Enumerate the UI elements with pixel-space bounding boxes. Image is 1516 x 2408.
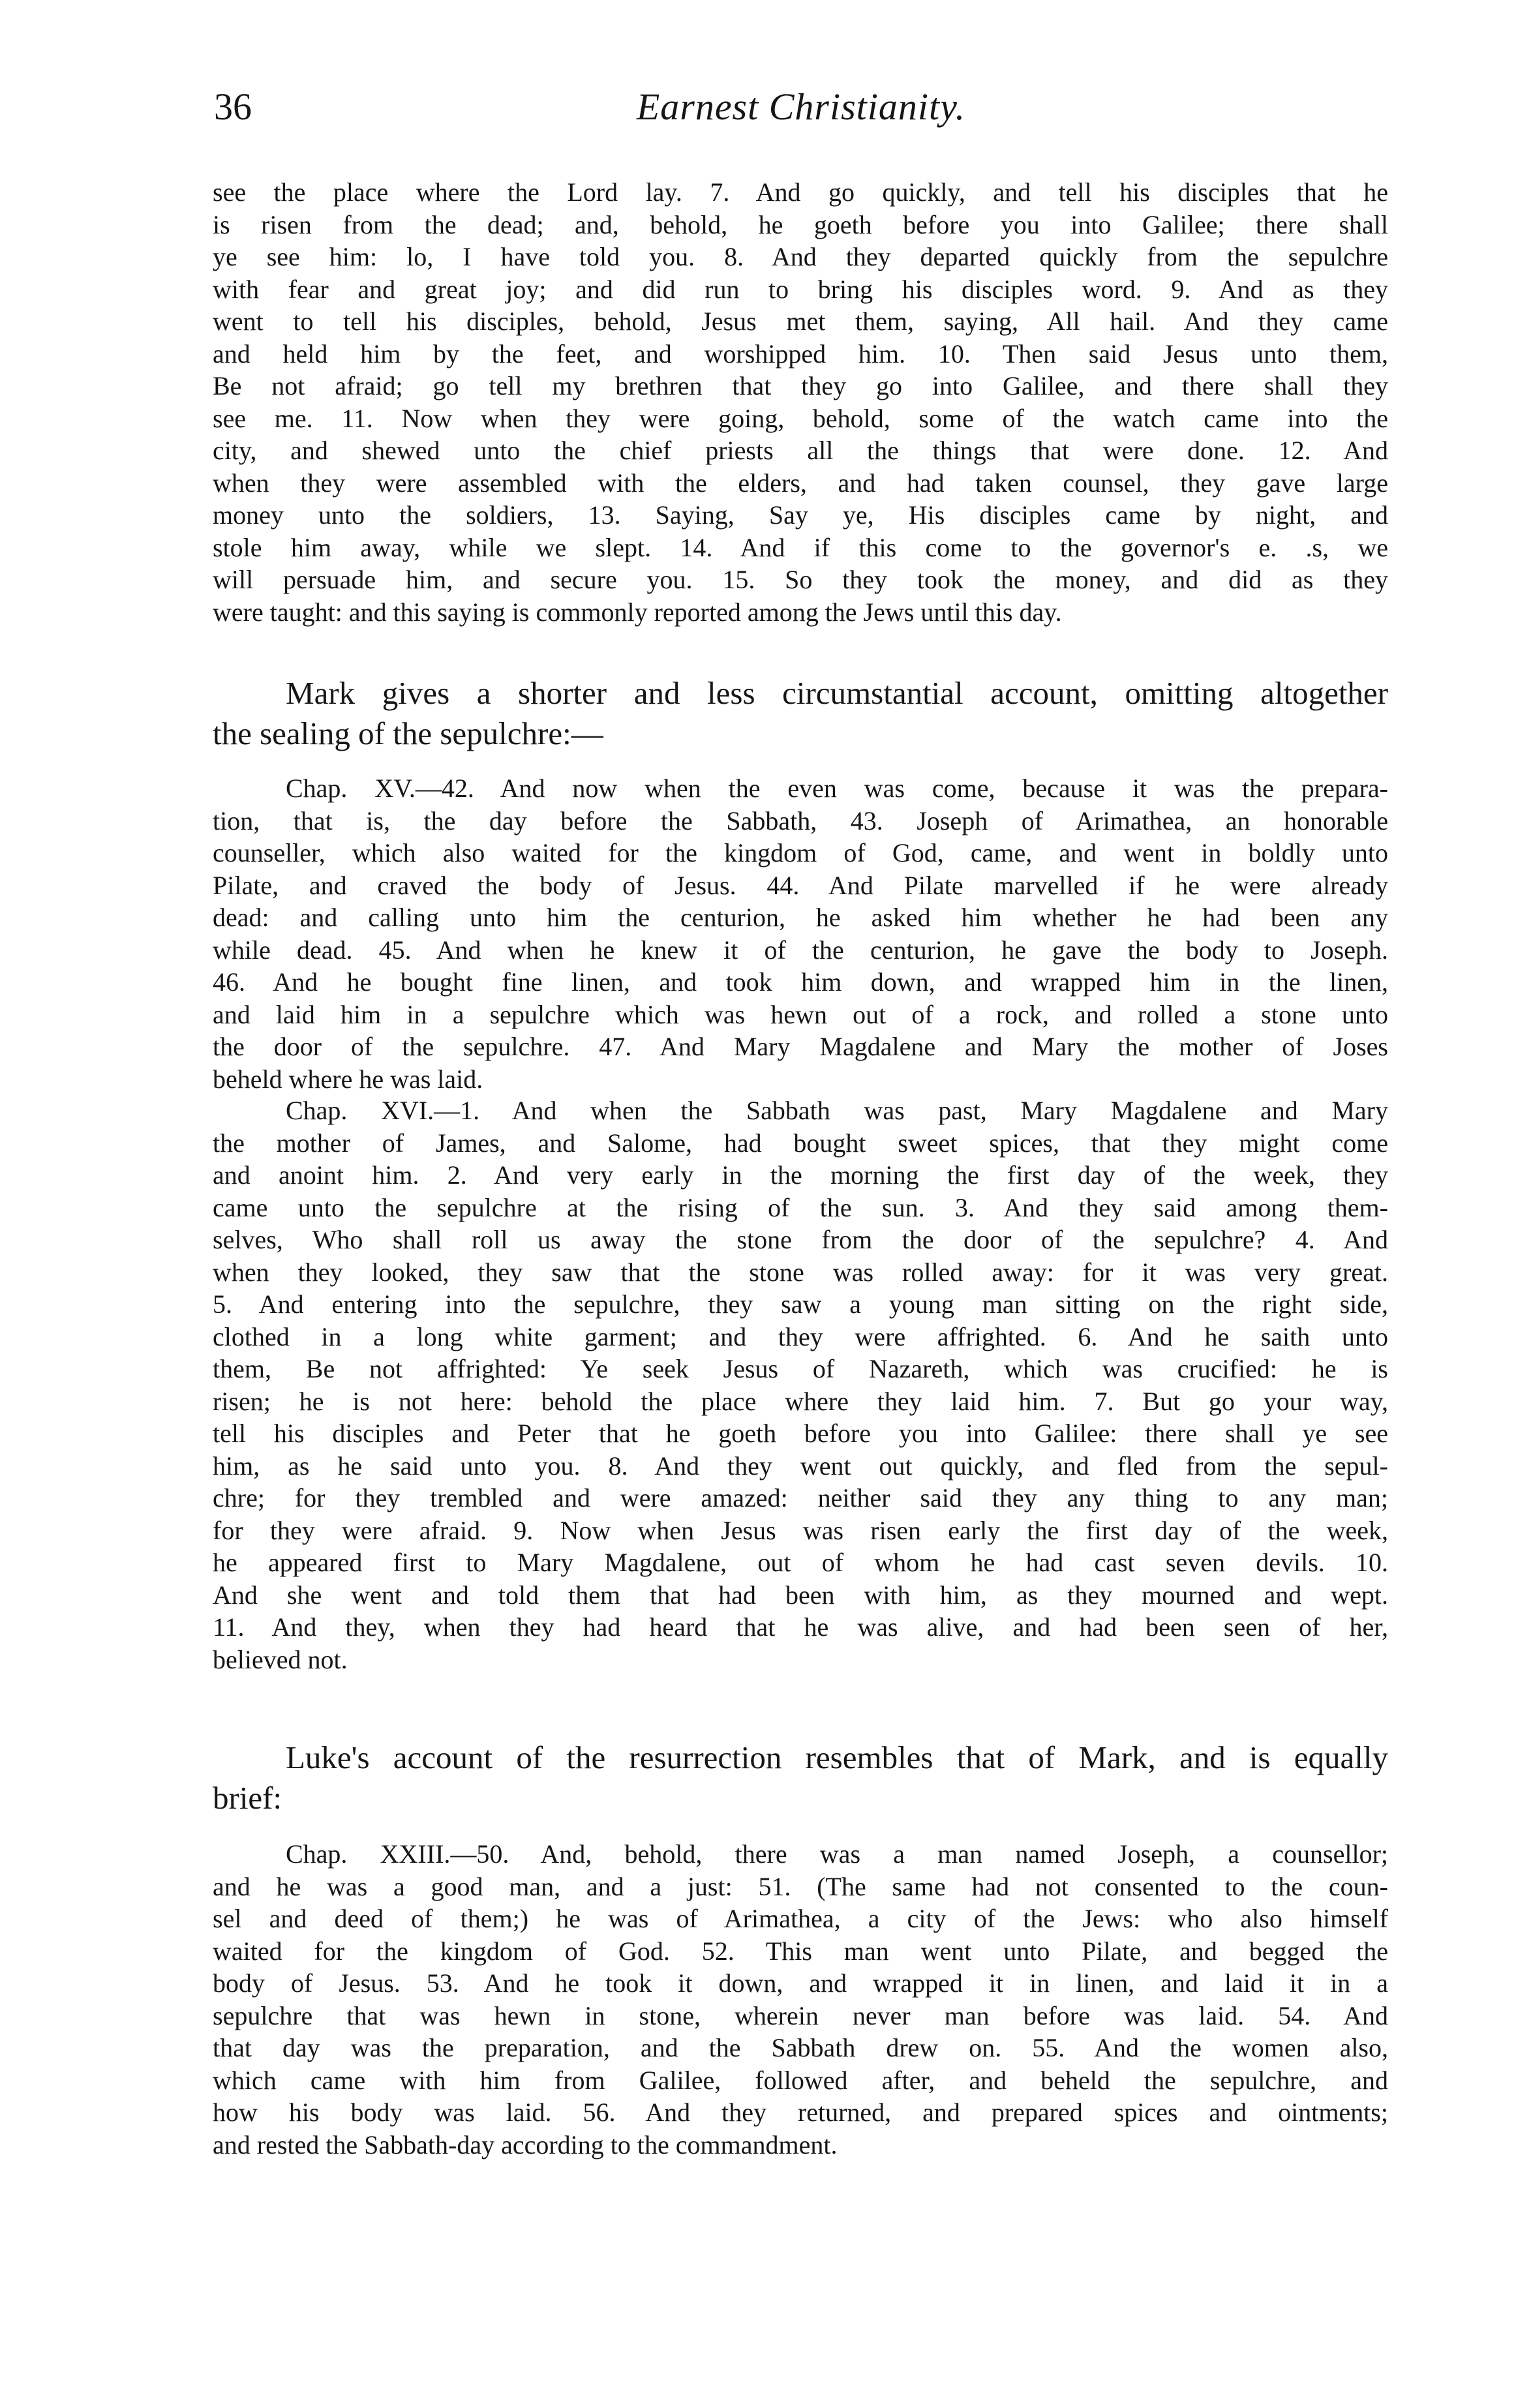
text-line: for they were afraid. 9. Now when Jesus was risen early the first day of the week, — [213, 1515, 1388, 1545]
text-line: Mark gives a shorter and less circumstantial account, omitting altogether — [286, 675, 1388, 711]
text-line: when they looked, they saw that the stone was rolled away: for it was very great. — [213, 1257, 1388, 1287]
text-line: chre; for they trembled and were amazed: neither said they any thing to any man; — [213, 1483, 1388, 1513]
text-line: and held him by the feet, and worshipped him. 10. Then said Jesus unto them, — [213, 339, 1388, 369]
text-line: city, and shewed unto the chief priests all the things that were done. 12. And — [213, 436, 1388, 465]
text-line: the door of the sepulchre. 47. And Mary Magdalene and Mary the mother of Joses — [213, 1032, 1388, 1061]
text-line: sel and deed of them;) he was of Arimathea, a city of the Jews: who also himself — [213, 1904, 1388, 1933]
text-line: brief: — [213, 1780, 282, 1816]
text-line: risen; he is not here: behold the place where they laid him. 7. But go your way, — [213, 1386, 1388, 1416]
text-line: Chap. XVI.—1. And when the Sabbath was past, Mary Magdalene and Mary — [286, 1096, 1388, 1125]
text-line: were taught: and this saying is commonly reported among the Jews until this day. — [213, 597, 1062, 627]
text-line: the sealing of the sepulchre:— — [213, 715, 603, 751]
running-head — [214, 81, 1388, 133]
text-line: And she went and told them that had been with him, as they mourned and wept. — [213, 1580, 1388, 1610]
text-line: believed not. — [213, 1644, 348, 1674]
text-line: the mother of James, and Salome, had bought sweet spices, that they might come — [213, 1128, 1388, 1158]
text-line: dead: and calling unto him the centurion, he asked him whether he had been any — [213, 903, 1388, 932]
running-title: Earnest Christianity. — [636, 85, 966, 128]
text-line: waited for the kingdom of God. 52. This man went unto Pilate, and begged the — [213, 1936, 1388, 1966]
text-line: see the place where the Lord lay. 7. And go quickly, and tell his disciples that he — [213, 177, 1388, 207]
text-line: 11. And they, when they had heard that he was alive, and had been seen of her, — [213, 1612, 1388, 1642]
text-line: will persuade him, and secure you. 15. So they took the money, and did as they — [213, 565, 1388, 594]
text-line: which came with him from Galilee, followed after, and beheld the sepulchre, and — [213, 2065, 1388, 2095]
text-line: clothed in a long white garment; and they were affrighted. 6. And he saith unto — [213, 1321, 1388, 1351]
text-line: Pilate, and craved the body of Jesus. 44. And Pilate marvelled if he were already — [213, 870, 1388, 900]
matthew-passage — [213, 176, 1388, 628]
luke-intro-paragraph — [213, 1738, 1388, 1818]
text-line: and he was a good man, and a just: 51. (The same had not consented to the coun- — [213, 1871, 1388, 1901]
text-line: how his body was laid. 56. And they returned, and prepared spices and ointments; — [213, 2098, 1388, 2127]
text-line: see me. 11. Now when they were going, behold, some of the watch came into the — [213, 403, 1388, 433]
text-line: selves, Who shall roll us away the stone from the door of the sepulchre? 4. And — [213, 1225, 1388, 1254]
text-line: 46. And he bought fine linen, and took him down, and wrapped him in the linen, — [213, 967, 1388, 997]
text-line: is risen from the dead; and, behold, he goeth before you into Galilee; there shall — [213, 209, 1388, 239]
text-line: tion, that is, the day before the Sabbath, 43. Joseph of Arimathea, an honorable — [213, 805, 1388, 835]
text-line: money unto the soldiers, 13. Saying, Say ye, His disciples came by night, and — [213, 500, 1388, 530]
text-line: Be not afraid; go tell my brethren that they go into Galilee, and there shall they — [213, 371, 1388, 400]
text-line: and rested the Sabbath-day according to the commandment. — [213, 2130, 838, 2160]
mark-chapter-xv — [213, 772, 1388, 1095]
text-line: while dead. 45. And when he knew it of the centurion, he gave the body to Joseph. — [213, 935, 1388, 965]
text-line: he appeared first to Mary Magdalene, out of whom he had cast seven devils. 10. — [213, 1548, 1388, 1577]
luke-chapter-xxiii — [213, 1838, 1388, 2161]
text-line: came unto the sepulchre at the rising of the sun. 3. And they said among them- — [213, 1192, 1388, 1222]
text-line: him, as he said unto you. 8. And they went out quickly, and fled from the sepul- — [213, 1451, 1388, 1481]
text-line: Luke's account of the resurrection resembles that of Mark, and is equally — [286, 1739, 1388, 1775]
text-line: beheld where he was laid. — [213, 1064, 483, 1094]
text-line: sepulchre that was hewn in stone, wherein never man before was laid. 54. And — [213, 2000, 1388, 2030]
text-line: and anoint him. 2. And very early in the morning the first day of the week, they — [213, 1160, 1388, 1190]
text-line: that day was the preparation, and the Sabbath drew on. 55. And the women also, — [213, 2033, 1388, 2062]
page-number: 36 — [214, 85, 252, 128]
text-line: 5. And entering into the sepulchre, they saw a young man sitting on the right side, — [213, 1289, 1388, 1319]
text-line: body of Jesus. 53. And he took it down, and wrapped it in linen, and laid it in a — [213, 1968, 1388, 1998]
text-line: Chap. XV.—42. And now when the even was come, because it was the prepara- — [286, 774, 1388, 803]
text-line: tell his disciples and Peter that he goeth before you into Galilee: there shall ye see — [213, 1419, 1388, 1448]
text-line: them, Be not affrighted: Ye seek Jesus of Nazareth, which was crucified: he is — [213, 1354, 1388, 1383]
text-line: ye see him: lo, I have told you. 8. And they departed quickly from the sepulchre — [213, 242, 1388, 271]
text-line: stole him away, while we slept. 14. And if this come to the governor's e. .s, we — [213, 532, 1388, 562]
text-line: and laid him in a sepulchre which was hewn out of a rock, and rolled a stone unto — [213, 999, 1388, 1029]
text-line: Chap. XXIII.—50. And, behold, there was a man named Joseph, a counsellor; — [286, 1839, 1388, 1869]
text-line: with fear and great joy; and did run to bring his disciples word. 9. And as they — [213, 274, 1388, 304]
text-line: counseller, which also waited for the kingdom of God, came, and went in boldly unto — [213, 838, 1388, 867]
text-line: when they were assembled with the elders, and had taken counsel, they gave large — [213, 468, 1388, 498]
mark-intro-paragraph — [213, 673, 1388, 754]
mark-chapter-xvi — [213, 1094, 1388, 1676]
text-line: went to tell his disciples, behold, Jesus met them, saying, All hail. And they came — [213, 307, 1388, 336]
